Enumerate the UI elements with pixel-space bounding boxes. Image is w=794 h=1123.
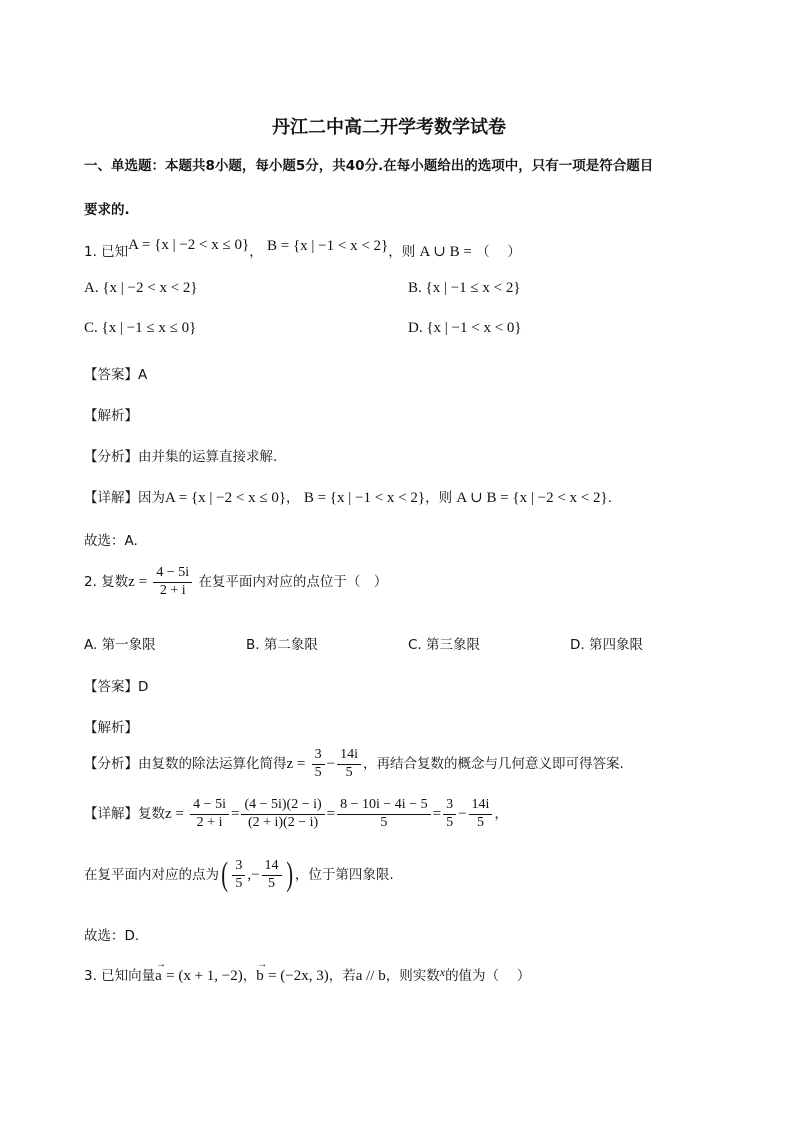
q2-stem: [84, 566, 387, 598]
vector-arrow-icon: →: [156, 959, 167, 970]
section-heading-line1: 一、单选题：本题共8小题，每小题5分，共40分.在每小题给出的选项中，只有一项是符合题目: [84, 158, 654, 174]
q2-point-frac2: [262, 859, 282, 891]
q1-detail-comma: ，: [286, 490, 300, 506]
frac-den: (2 + i)(2 − i): [247, 814, 319, 830]
q2-z-eq: z =: [128, 574, 148, 591]
q2-analysis-label: 【解析】: [84, 720, 138, 736]
q2-detail-frac3: [337, 798, 430, 830]
right-paren: ): [285, 856, 293, 893]
q2-fenxi-minus: −: [326, 756, 336, 773]
q2-fenxi: [84, 748, 624, 780]
q1-option-b: B. {x | −1 ≤ x < 2}: [408, 280, 521, 296]
q2-option-c: C. 第三象限: [408, 637, 481, 653]
q1-prefix: 1. 已知: [84, 244, 129, 260]
q1-detail-then: ，则: [425, 490, 453, 506]
q2-detail: [84, 798, 508, 830]
q1-detail-set-a: A = {x | −2 < x ≤ 0}: [165, 490, 287, 506]
q2-detail-frac4: [443, 798, 456, 830]
q2-frac-num: 4 − 5i: [153, 566, 192, 583]
q1-detail-set-b: B = {x | −1 < x < 2}: [303, 490, 426, 506]
frac-den: 5: [268, 875, 276, 891]
frac-den: 5: [446, 814, 454, 830]
q2-point-comma: ,−: [247, 867, 260, 883]
q1-tail-text: ，则: [388, 244, 420, 260]
q2-answer: 【答案】D: [84, 679, 149, 695]
vector-a-letter: a: [155, 968, 162, 984]
frac-num: 14i: [469, 798, 493, 815]
q2-detail-z: z =: [165, 806, 184, 823]
q2-prefix: 2. 复数: [84, 574, 129, 591]
q1-stem: [84, 237, 521, 261]
q2-option-a: A. 第一象限: [84, 637, 156, 653]
frac-num: 3: [312, 748, 325, 765]
frac-num: (4 − 5i)(2 − i): [241, 798, 324, 815]
frac-den: 5: [314, 764, 322, 780]
q1-option-c: C. {x | −1 ≤ x ≤ 0}: [84, 320, 197, 336]
q1-fenxi: 【分析】由并集的运算直接求解.: [84, 449, 278, 465]
q2-fraction: [153, 566, 192, 598]
q3-parallel: a // b: [355, 968, 386, 984]
vector-arrow-icon: →: [257, 959, 268, 970]
q2-fenxi-suffix: ，再结合复数的概念与几何意义即可得答案.: [363, 756, 624, 773]
q3-suffix-tail: 的值为（ ）: [445, 968, 531, 984]
q2-frac-den: 2 + i: [159, 582, 186, 598]
equals-sign: =: [432, 806, 442, 823]
q1-paren: （ ）: [476, 244, 521, 260]
minus-sign: −: [458, 806, 467, 823]
q2-point-prefix: 在复平面内对应的点为: [84, 867, 219, 883]
q1-analysis-label: 【解析】: [84, 408, 138, 424]
q2-detail-frac1: [190, 798, 229, 830]
equals-sign: =: [326, 806, 336, 823]
q2-point-suffix: ，位于第四象限.: [294, 867, 394, 883]
q2-point-frac1: [232, 859, 245, 891]
q2-option-b: B. 第二象限: [246, 637, 318, 653]
equals-sign: =: [230, 806, 240, 823]
q2-fenxi-frac2: [337, 748, 361, 780]
frac-den: 2 + i: [196, 814, 223, 830]
vector-a: [155, 959, 167, 985]
q1-detail-end: .: [607, 490, 612, 506]
q3-comma: ，: [242, 968, 257, 984]
frac-den: 5: [345, 764, 353, 780]
q2-detail-end: ，: [494, 806, 508, 823]
q2-detail-frac5: [469, 798, 493, 830]
q2-conclusion: 故选：D.: [84, 928, 140, 944]
q2-fenxi-prefix: 【分析】由复数的除法运算化简得: [84, 756, 287, 773]
left-paren: (: [221, 856, 229, 893]
frac-num: 14: [262, 859, 282, 876]
q1-option-d: D. {x | −1 < x < 0}: [408, 320, 522, 336]
page-title: 丹江二中高二开学考数学试卷: [272, 117, 506, 138]
q3-suffix-text: ，则实数: [385, 968, 440, 984]
q3-x-var: x: [439, 965, 446, 979]
q1-set-b: B = {x | −1 < x < 2}: [267, 238, 389, 254]
q2-point: [84, 858, 394, 892]
q1-detail-prefix: 【详解】因为: [84, 490, 165, 506]
q1-union: A ∪ B =: [419, 244, 472, 260]
q1-detail: [84, 486, 612, 507]
q1-conclusion: 故选：A.: [84, 533, 138, 549]
q1-detail-union: A ∪ B = {x | −2 < x < 2}: [456, 490, 608, 506]
q2-suffix: 在复平面内对应的点位于（ ）: [198, 574, 388, 591]
q1-set-a: A = {x | −2 < x ≤ 0}: [128, 237, 250, 253]
q3-ruo: ，若: [328, 968, 356, 984]
vector-b: [256, 959, 268, 985]
q2-detail-prefix: 【详解】复数: [84, 806, 165, 823]
q3-a-eq: = (x + 1, −2): [166, 968, 243, 984]
q1-comma: ，: [249, 244, 263, 260]
q3-b-eq: = (−2x, 3): [268, 968, 329, 984]
q3-stem: [84, 959, 531, 985]
q1-answer: 【答案】A: [84, 367, 148, 383]
frac-den: 5: [380, 814, 388, 830]
frac-num: 14i: [337, 748, 361, 765]
q3-prefix: 3. 已知向量: [84, 968, 156, 984]
frac-num: 3: [443, 798, 456, 815]
q2-fenxi-frac1: [312, 748, 325, 780]
frac-num: 8 − 10i − 4i − 5: [337, 798, 430, 815]
frac-num: 3: [232, 859, 245, 876]
q2-option-d: D. 第四象限: [570, 637, 643, 653]
frac-num: 4 − 5i: [190, 798, 229, 815]
section-heading-line2: 要求的.: [84, 202, 130, 218]
q2-detail-frac2: [241, 798, 324, 830]
q2-fenxi-z: z =: [286, 756, 306, 773]
frac-den: 5: [235, 875, 243, 891]
vector-b-letter: b: [256, 968, 264, 984]
q1-option-a: A. {x | −2 < x < 2}: [84, 280, 198, 296]
frac-den: 5: [476, 814, 484, 830]
